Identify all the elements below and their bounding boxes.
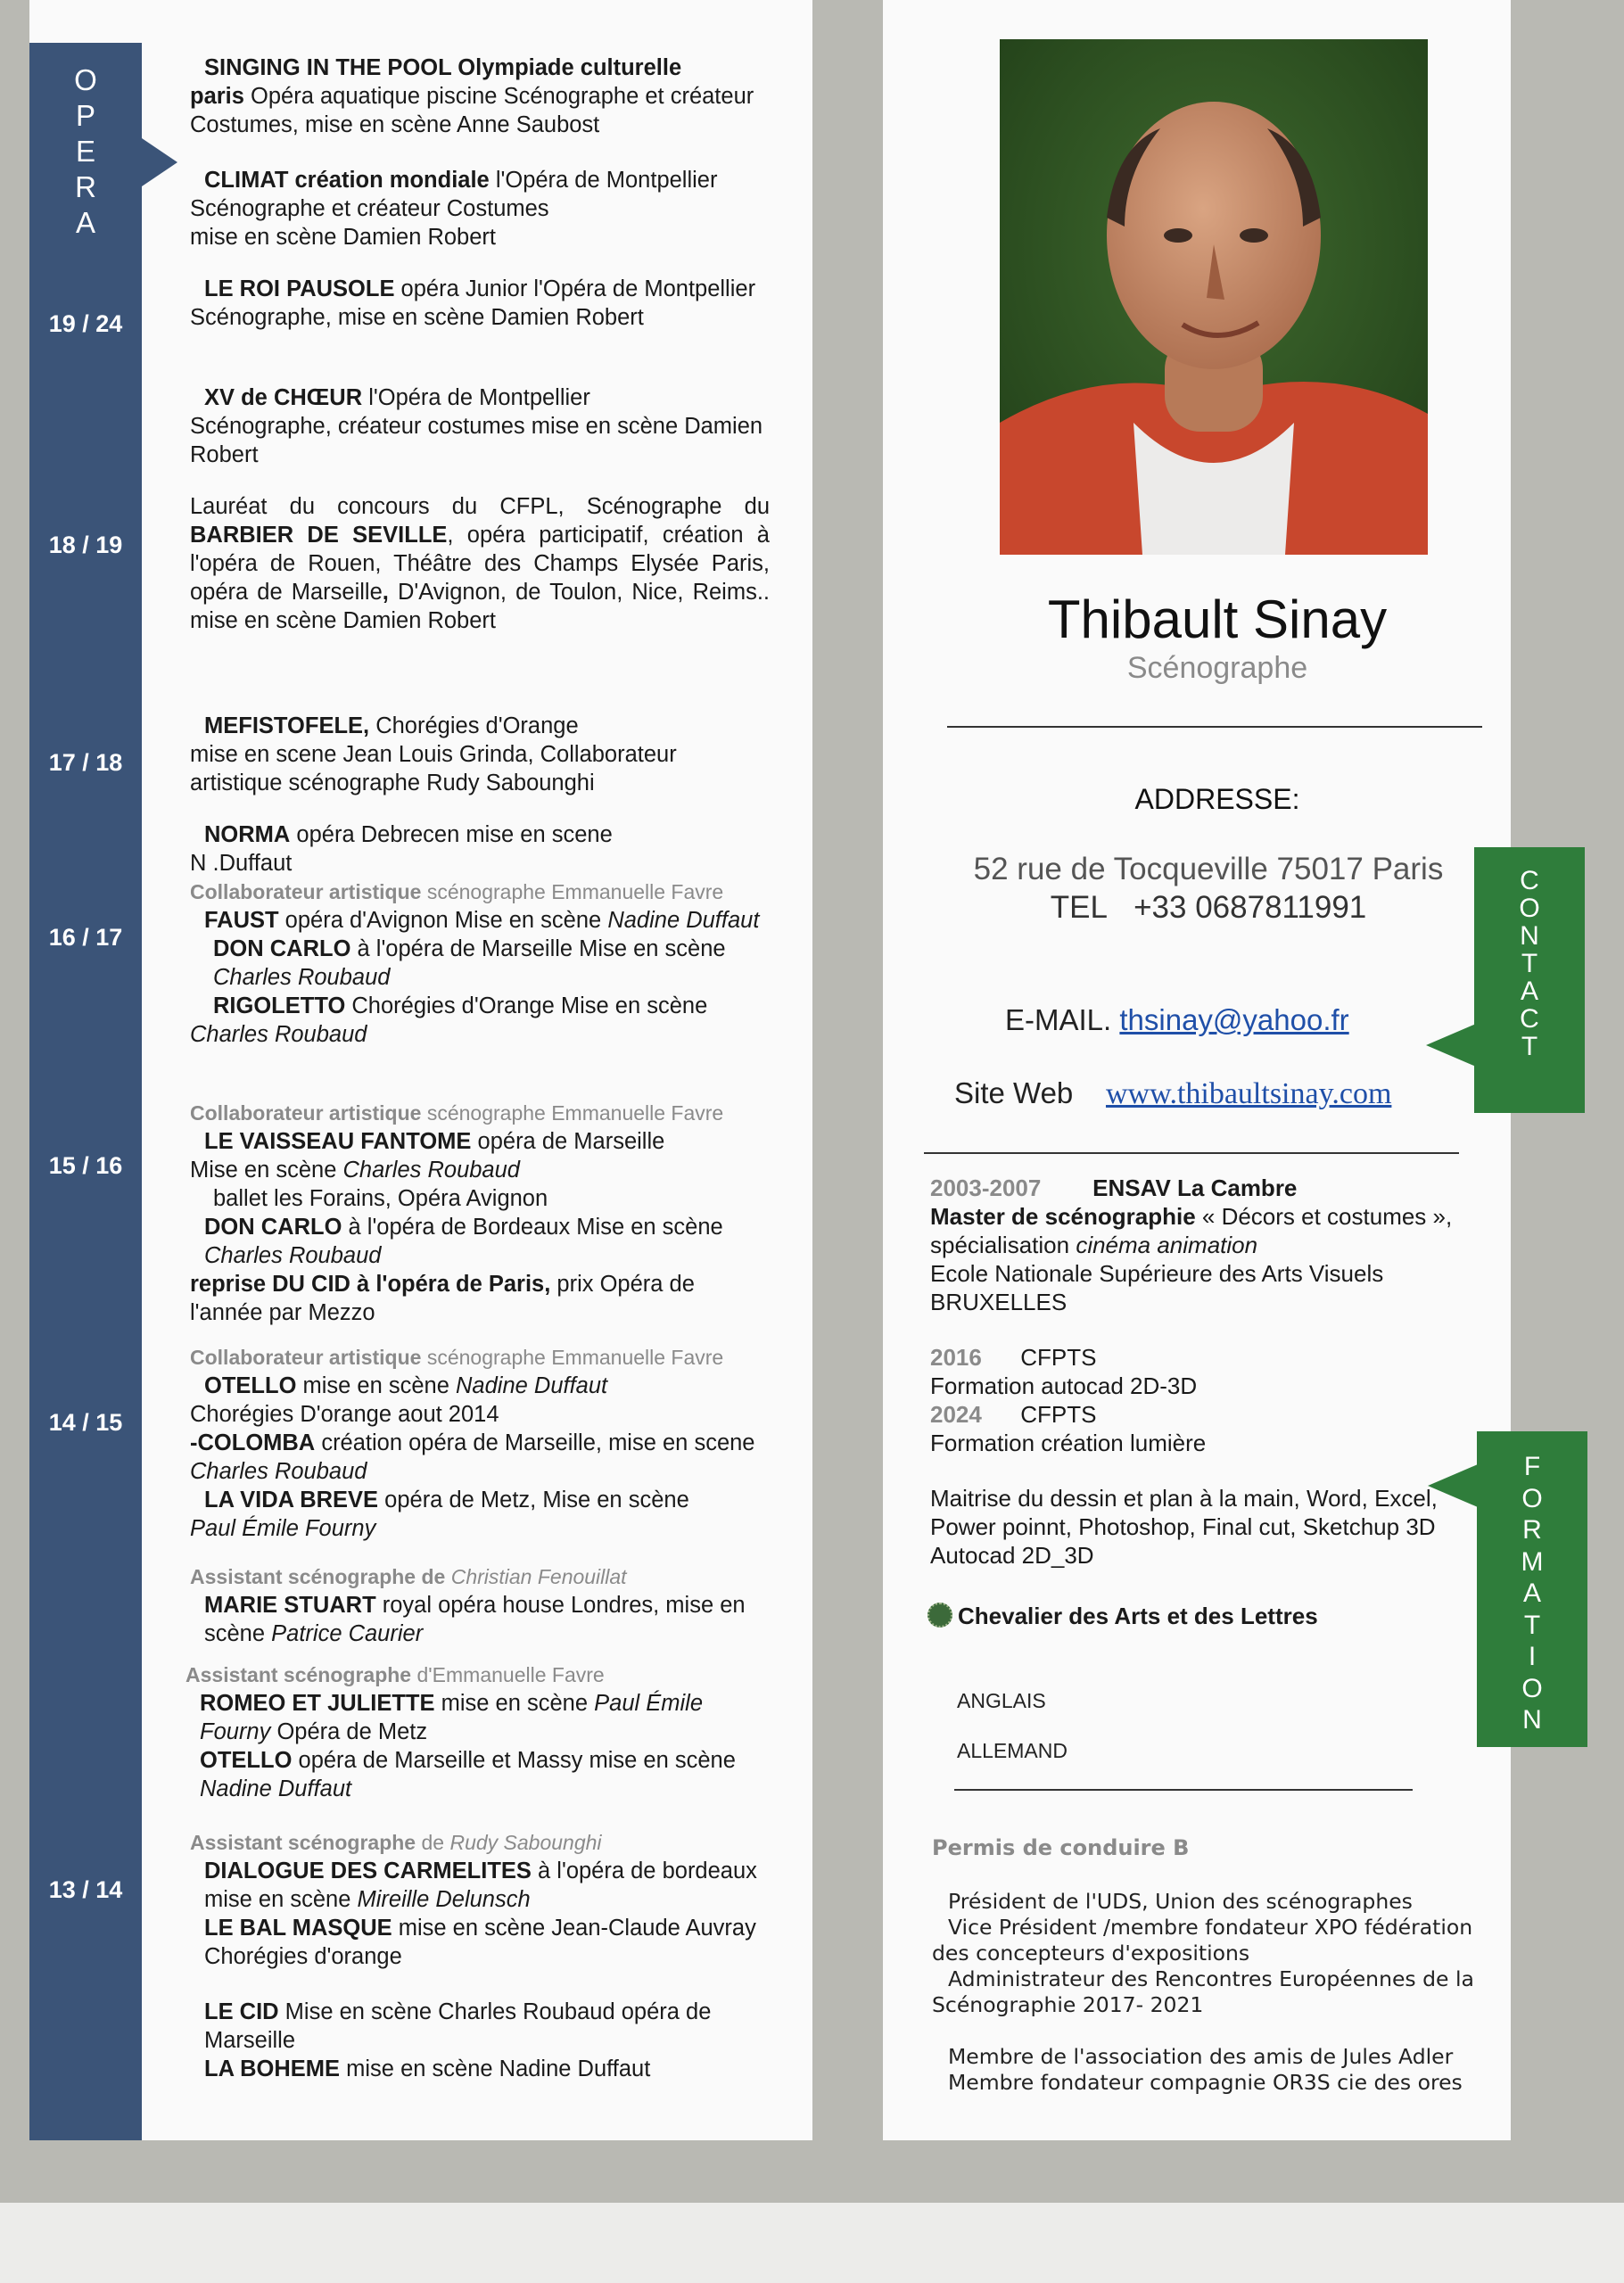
opera-entry: LE ROI PAUSOLE opéra Junior l'Opéra de Montpellier Scénographe, mise en scène Damien Robert (190, 276, 756, 330)
website-row (954, 1076, 1391, 1111)
opera-entry-group: Assistant scénographe d'Emmanuelle Favre ROMEO ET JULIETTE mise en scène Paul Émile Fourny Opéra de Metz OTELLO opéra de Marseille et Massy mise en scène Nadine Duffaut (185, 1663, 736, 1801)
telephone: TEL +33 0687811991 (1050, 890, 1367, 925)
opera-entry-group: Collaborateur artistique scénographe Emmanuelle Favre OTELLO mise en scène Nadine Duffaut Chorégies D'orange aout 2014 -COLOMBA création opéra de Marseille, mise en scene Charles Roubaud LA VIDA BREVE opéra de Metz, Mise en scène Paul Émile Fourny (190, 1346, 755, 1541)
opera-entry-group: LE CID Mise en scène Charles Roubaud opéra de Marseille LA BOHEME mise en scène Nadine Duffaut (204, 1999, 712, 2081)
address-label: ADDRESSE: (1134, 783, 1300, 815)
medal-icon (927, 1603, 952, 1628)
website-label: Site Web (954, 1076, 1074, 1109)
honor: Chevalier des Arts et des Lettres (927, 1602, 1463, 1630)
divider (954, 1789, 1413, 1791)
opera-entry: CLIMAT création mondiale l'Opéra de Montpellier Scénographe et créateur Costumes mise en scène Damien Robert (190, 168, 718, 250)
skills-text: Maitrise du dessin et plan à la main, Word, Excel, Power poinnt, Photoshop, Final cut, Sketchup 3D Autocad 2D_3D (930, 1485, 1438, 1569)
opera-entry: MEFISTOFELE, Chorégies d'Orange mise en scene Jean Louis Grinda, Collaborateur artistique scénographe Rudy Sabounghi (190, 713, 677, 795)
person-name: Thibault Sinay (1047, 589, 1388, 649)
website-link[interactable]: www.thibaultsinay.com (1105, 1077, 1392, 1110)
memberships: Membre de l'association des amis de Jules Adler Membre fondateur compagnie OR3S cie des ores (948, 2044, 1463, 2095)
formation-section-label: F O R M A T I O N (1477, 1431, 1587, 1747)
language: ALLEMAND (957, 1739, 1068, 1762)
email-label: E-MAIL. (1005, 1003, 1112, 1036)
opera-entry: Assistant scénographe de Christian Fenouillat MARIE STUART royal opéra house Londres, mise en scène Patrice Caurier (190, 1565, 746, 1646)
opera-entry-group: NORMA opéra Debrecen mise en scene N .Duffaut Collaborateur artistique scénographe Emmanuelle Favre FAUST opéra d'Avignon Mise en scène Nadine Duffaut DON CARLO à l'opéra de Marseille Mise en scène Charles Roubaud RIGOLETTO Chorégies d'Orange Mise en scène Charles Roubaud (190, 822, 760, 1047)
education-entry: 2003-2007 ENSAV La Cambre Master de scénographie « Décors et costumes », spécialisation cinéma animation Ecole Nationale Supérieure des Arts Visuels BRUXELLES (930, 1174, 1453, 1315)
opera-entry: Lauréat du concours du CFPL, Scénographe du BARBIER DE SEVILLE, opéra participatif, création à l'opéra de Rouen, Théâtre des Champs Elysée Paris, opéra de Marseille, D'Avignon, de Toulon, Nice, Reims.. mise en scène Damien Robert (190, 494, 770, 633)
opera-entry-group: Assistant scénographe de Rudy Sabounghi DIALOGUE DES CARMELITES à l'opéra de bordeaux mise en scène Mireille Delunsch LE BAL MASQUE mise en scène Jean-Claude Auvray Chorégies d'orange (190, 1831, 757, 1969)
roles-list: Président de l'UDS, Union des scénographes Vice Président /membre fondateur XPO fédération des concepteurs d'expositions Administrateur des Rencontres Européennes de la Scénographie 2017- 2021 (932, 1889, 1474, 2017)
contact-arrow (1426, 1024, 1476, 1067)
year-label: 14 / 15 (48, 1409, 123, 1436)
year-label: 15 / 16 (48, 1152, 123, 1179)
language: ANGLAIS (957, 1689, 1046, 1712)
profile-photo (1000, 39, 1428, 555)
email-link[interactable]: thsinay@yahoo.fr (1119, 1003, 1349, 1036)
opera-entry: SINGING IN THE POOL Olympiade culturelle paris Opéra aquatique piscine Scénographe et créateur Costumes, mise en scène Anne Saubost (190, 55, 754, 137)
opera-side-bar (29, 43, 142, 2140)
training-entry: 2016 CFPTS Formation autocad 2D-3D 2024 CFPTS Formation création lumière (930, 1344, 1207, 1456)
year-label: 16 / 17 (48, 924, 123, 951)
opera-bar-arrow (142, 138, 177, 186)
address-text: 52 rue de Tocqueville 75017 Paris (973, 852, 1444, 886)
year-label: 17 / 18 (48, 749, 123, 776)
email-row (1005, 1003, 1349, 1037)
year-label: 19 / 24 (48, 310, 123, 337)
opera-section-label: O P E R A (74, 63, 97, 239)
opera-entry: XV de CHŒUR l'Opéra de Montpellier Scénographe, créateur costumes mise en scène Damien Robert (190, 385, 763, 467)
opera-entry-group: Collaborateur artistique scénographe Emmanuelle Favre LE VAISSEAU FANTOME opéra de Marseille Mise en scène Charles Roubaud ballet les Forains, Opéra Avignon DON CARLO à l'opéra de Bordeaux Mise en scène Charles Roubaud reprise DU CID à l'opéra de Paris, prix Opéra de l'année par Mezzo (190, 1101, 724, 1325)
formation-arrow (1428, 1464, 1478, 1507)
contact-section-label: C O N T A C T (1474, 847, 1585, 1113)
divider (947, 726, 1482, 728)
driving-license: Permis de conduire B (932, 1835, 1190, 1860)
person-title: Scénographe (1126, 651, 1308, 685)
bottom-margin (0, 2203, 1624, 2283)
divider (924, 1152, 1459, 1154)
year-label: 13 / 14 (48, 1876, 123, 1903)
year-label: 18 / 19 (48, 532, 123, 558)
